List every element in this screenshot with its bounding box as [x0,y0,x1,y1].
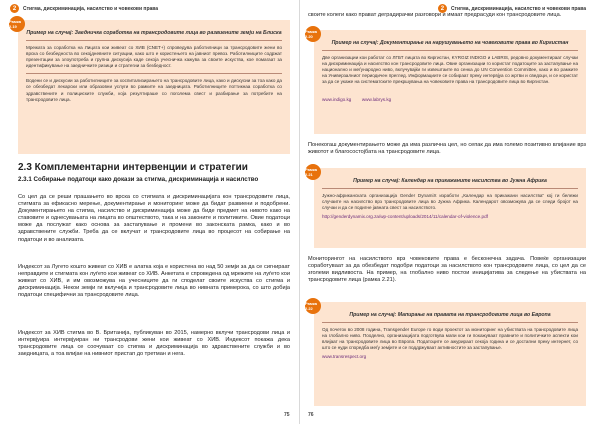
running-head-text: Стигма, дискриминација, насилство и човекови права [450,5,586,12]
box-divider [26,40,282,41]
body-paragraph: Со цел да се реши прашањето во врска со стигмата и дискриминацијата кон трансродовите лица, стигмата за ефикасно мерење, документирање и мониторинг може да бидат развиени и подобрени. Документирањето на стигма, насилство и дискриминација може да биде предмет на нивото како на ставовите и однесувањата на лицата во општеството, така и на законите и политиките. Овие податоци може да послужат како основа за застапување и промени во законската рамка, како и во здравствените служби. Треба да се вклучат и трансродовите лица во процесот на собирање на податоци и во анализата. [18,194,290,243]
box-paragraph: Две организации кои работат со ЛГБТ лицата во Киргистан, KYRGIZ INDIGO и LABRIS, редовно документираат случаи на дискриминација и насилство кон трансродовите лица. Овие организации го користат податоците за застапување на национално и меѓународно ниво, вклучувајќи ги извештаите во сенка до UN Convention Committee, како и во рамките на Универзалниот периодичен преглед. Информациите се собираат преку интервјуа со жртви и сведоци, и се користат за да се укаже на систематските прекршувања на човековите права на трансродовите лица во Киргистан. [322,55,578,85]
web-link[interactable]: www.transrespect.org [322,354,367,360]
box-title: Пример на случај: Заедничка соработка на трансродовите лица во развиените земји на Блиска [26,30,282,36]
box-title: Пример на случај: Документирање на нарушувањето на човековите права во Киргистан [331,40,569,46]
web-link[interactable]: www.indigo.kg [322,97,352,103]
box-title: Пример на случај: Мапирање на правата на трансродовите лица во Европа [349,312,551,318]
case-study-box [305,29,586,134]
box-divider [322,188,578,189]
box-paragraph: Од почеток во 2008 година, Transgender Europe го води проектот за мониторинг на убиствата на трансродовите лица на глобално ниво. Пооделно, организацијата подготвува мапи кои ги покажуваат правните и политичките аспекти кои влијаат на трансродовите лица во Европа. Податоците се ажурираат секоја година и се достапни преку интернет, со што се нуди споредба меѓу земјите и се поддржуваат активностите за застапување. [322,327,578,351]
web-link[interactable]: http://genderdynamix.org.za/wp-content/uploads/2014/11/calendar-of-violence.pdf [322,214,488,220]
chapter-number-badge: 2 [438,4,447,13]
body-paragraph: Индексот за Лугето кошто живеат со ХИВ е алатка која е користена во над 50 земји за да се сигнираат неправдите и стигмата кон луѓето кои живеат со ХИВ. Анкетата е спроведена од мрежите на луѓето кои живеат со ХИВ, и им овозможува на учесниците да ги споделат своите искуства со стигма и дискриминација. Некои земји ги вклучија и трансродовите лица во нивната примерока, со што добија податоци специфични за трансродовите лица. [18,264,290,299]
box-divider [26,73,282,74]
box-divider [322,322,578,323]
subsection-heading: 2.3.1 Собирање податоци како докази за стигма, дискриминација и насилство [18,176,259,183]
body-paragraph: Мониторингот на насилството врз човековите права е бесконечна задача. Повеќе организации соработуваат за да обезбедат подобри податоци за насилството кон трансродовите лица, со цел да се зголеми видливоста. На пример, на глобално ниво постои иницијатива за следење на убиствата на трансродовите лица (рамка 2.21). [308,256,586,284]
box-paragraph: Јужно-африканската организација Gender DynamiX изработи „Календар на прикажани насилства“ кој ги бележи случаите на насилство врз трансродовите лица во Јужна Африка. Календарот овозможува да се следи бројот на случаи и да се подигне јавната свест за насилството. [322,193,578,211]
body-paragraph: своите колеги како прават деградирачки разговори и имаат предрасуди кон трансродовите лица. [308,12,562,18]
box-badge: Рамка 2.20 [305,26,321,42]
body-paragraph: Понекогаш документирањето може да има различна цел, но сепак да има големо позитивно влијание врз животот и благосостојбата на трансродовите лица. [308,142,586,156]
box-paragraph: Водени се и дискусии за работилниците за хоспитализирањето на трансродовите лица, како и дискусии за тоа како да се обезбедат лекарски или образовни услуги во рамките на заедницата. Работилниците поттикнаа соработка со здравствените и полициските служби, која резултираше со поголема свест и разбирање за потребите на трансродовите лица. [26,78,282,102]
box-badge: Рамка 2.21 [305,164,321,180]
section-heading: 2.3 Комплементарни интервенции и стратегии [18,162,248,173]
case-study-box [305,167,586,248]
page-number: 76 [308,412,314,418]
box-divider [322,50,578,51]
case-study-box [305,301,586,406]
case-study-box [9,19,290,154]
body-paragraph: Индексот за ХИВ стигма во В. Британија, публикуван во 2015, намерно вклучи трансродови лица и интервјуира интервјуиран ни трансродови жени кои живеат со ХИВ. Индексот покажа дека трансродовите лица се соочуваат со стигма и дискриминација во здравствените служби и во заедницата, а тоа влијае на нивниот пристап до третман и нега. [18,330,290,358]
running-header-left [10,4,158,13]
page-number: 75 [284,412,290,418]
right-page [300,0,600,424]
box-title: Пример на случај: Календар на прикажаните насилства во Јужна Африка [353,178,547,184]
chapter-number-badge: 2 [10,4,19,13]
box-links [322,88,578,106]
box-badge: Рамка 2.22 [305,298,321,314]
running-head-text: Стигма, дискриминација, насилство и човекови права [23,5,159,12]
box-paragraph: Мрежата за соработка на Лицата кои живеат со ХИВ (CNET+) спроведува работилници за трансродовите жени во врска со безбедноста во секојдневните ситуации, како што е користењето на јавниот превоз. Работилниците содржат презентации за злоупотреба и групна дискусија каде секоја учесничка кажува за своите искуства, кое помагаат за идентификување на заедничките ризици и стратегии за безбедност. [26,45,282,69]
box-badge: Рамка 2.19 [9,16,25,32]
web-link[interactable]: www.labrys.kg [361,97,392,103]
